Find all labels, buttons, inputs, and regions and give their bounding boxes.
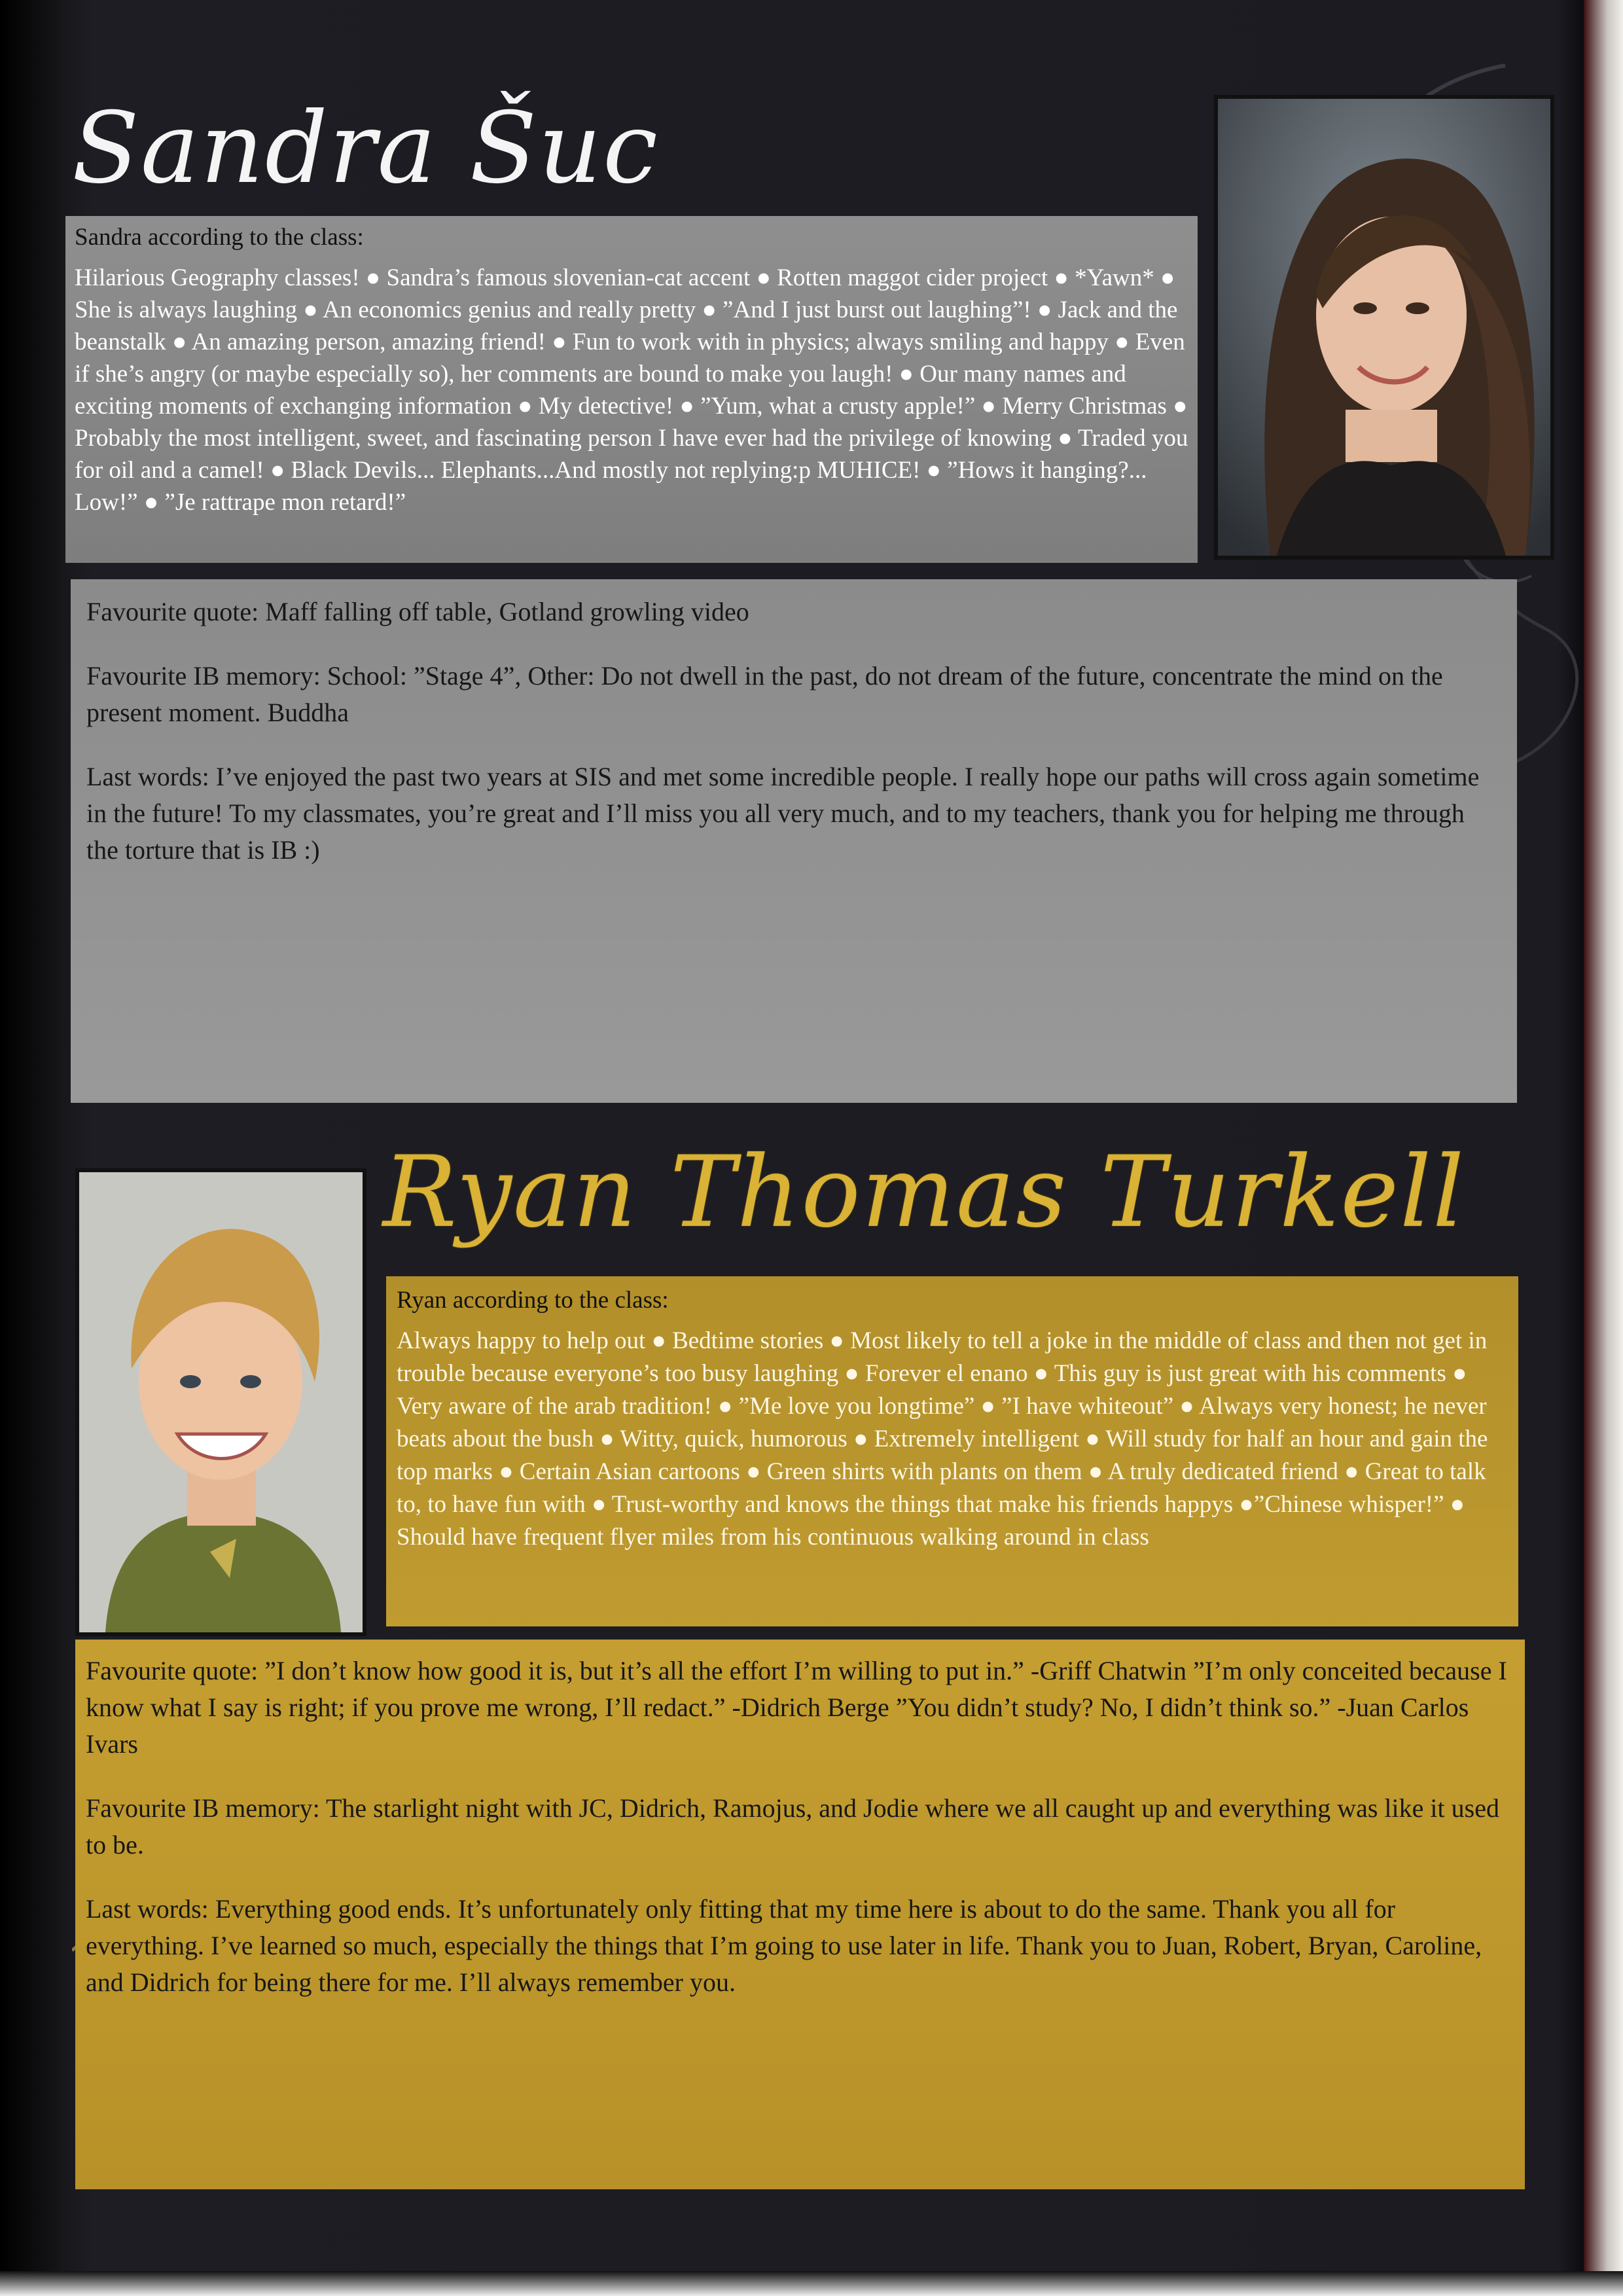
ryan-portrait-illustration: [79, 1172, 363, 1632]
page-edge-bottom: [0, 2271, 1623, 2296]
ryan-last-words: Last words: Everything good ends. It’s unfortunately only fitting that my time here is about to do the same. Thank you all for everything. I’ve learned so much, especially the things that I’m going to use later in life. Thank you to Juan, Robert, Bryan, Caroline, and Didrich for being there for me. I’ll always remember you.: [86, 1894, 1482, 1997]
sandra-class-comments-panel: [65, 216, 1198, 563]
sandra-according-label: Sandra according to the class:: [75, 224, 364, 251]
sandra-favourite-ib-memory: Favourite IB memory: School: ”Stage 4”, Other: Do not dwell in the past, do not dream of the future, concentrate the mind on the present moment. Buddha: [86, 661, 1443, 727]
sandra-favourite-quote: Favourite quote: Maff falling off table, Gotland growling video: [86, 597, 749, 626]
book-spine-shadow: [0, 0, 59, 2296]
sandra-portrait-illustration: [1218, 99, 1550, 556]
sandra-name-heading: Sandra Šuc: [72, 92, 660, 206]
ryan-favourite-quote: Favourite quote: ”I don’t know how good it is, but it’s all the effort I’m willing to put in.” -Griff Chatwin ”I’m only conceited because I know what I say is right; if you prove me wrong, I’ll redact.” -Didrich Berge ”You didn’t study? No, I didn’t think so.” -Juan Carlos Ivars: [86, 1656, 1507, 1759]
ryan-info-panel: [75, 1640, 1525, 2189]
ryan-favourite-ib-memory: Favourite IB memory: The starlight night with JC, Didrich, Ramojus, and Jodie where we all caught up and everything was like it used to be.: [86, 1793, 1499, 1859]
sandra-info-panel: [71, 579, 1517, 1103]
ryan-according-label: Ryan according to the class:: [397, 1287, 669, 1314]
page-edge-right: [1584, 0, 1623, 2296]
ryan-name-heading: Ryan Thomas Turkell: [383, 1136, 1466, 1249]
ryan-class-comments-panel: [386, 1276, 1518, 1626]
ryan-portrait-photo: [75, 1168, 366, 1636]
sandra-class-traits: Hilarious Geography classes! ● Sandra’s famous slovenian-cat accent ● Rotten maggot cider project ● *Yawn* ● She is always laughing ● An economics genius and really pretty ● ”And I just burst out laughing”! ● Jack and the beanstalk ● An amazing person, amazing friend! ● Fun to work with in physics; always smiling and happy ● Even if she’s angry (or maybe especially so), her comments are bound to make you laugh! ● Our many names and exciting moments of exchanging information ● My detective! ● ”Yum, what a crusty apple!” ● Merry Christmas ● Probably the most intelligent, sweet, and fascinating person I have ever had the privilege of knowing ● Traded you for oil and a camel! ● Black Devils... Elephants...And mostly not replying:p MUHICE! ● ”Hows it hanging?... Low!” ● ”Je rattrape mon retard!”: [75, 264, 1188, 516]
sandra-last-words: Last words: I’ve enjoyed the past two years at SIS and met some incredible people. I really hope our paths will cross again sometime in the future! To my classmates, you’re great and I’ll miss you all very much, and to my teachers, thank you for helping me through the torture that is IB :): [86, 762, 1480, 865]
sandra-portrait-photo: [1214, 95, 1554, 560]
ryan-class-traits: Always happy to help out ● Bedtime stories ● Most likely to tell a joke in the middle of class and then not get in trouble because everyone’s too busy laughing ● Forever el enano ● This guy is just great with his comments ● Very aware of the arab tradition! ● ”Me love you longtime” ● ”I have whiteout” ● Always very honest; he never beats about the bush ● Witty, quick, humorous ● Extremely intelligent ● Will study for half an hour and gain the top marks ● Certain Asian cartoons ● Green shirts with plants on them ● A truly dedicated friend ● Great to talk to, to have fun with ● Trust-worthy and knows the things that make his friends happys ●”Chinese whisper!” ● Should have frequent flyer miles from his continuous walking around in class: [397, 1327, 1488, 1551]
